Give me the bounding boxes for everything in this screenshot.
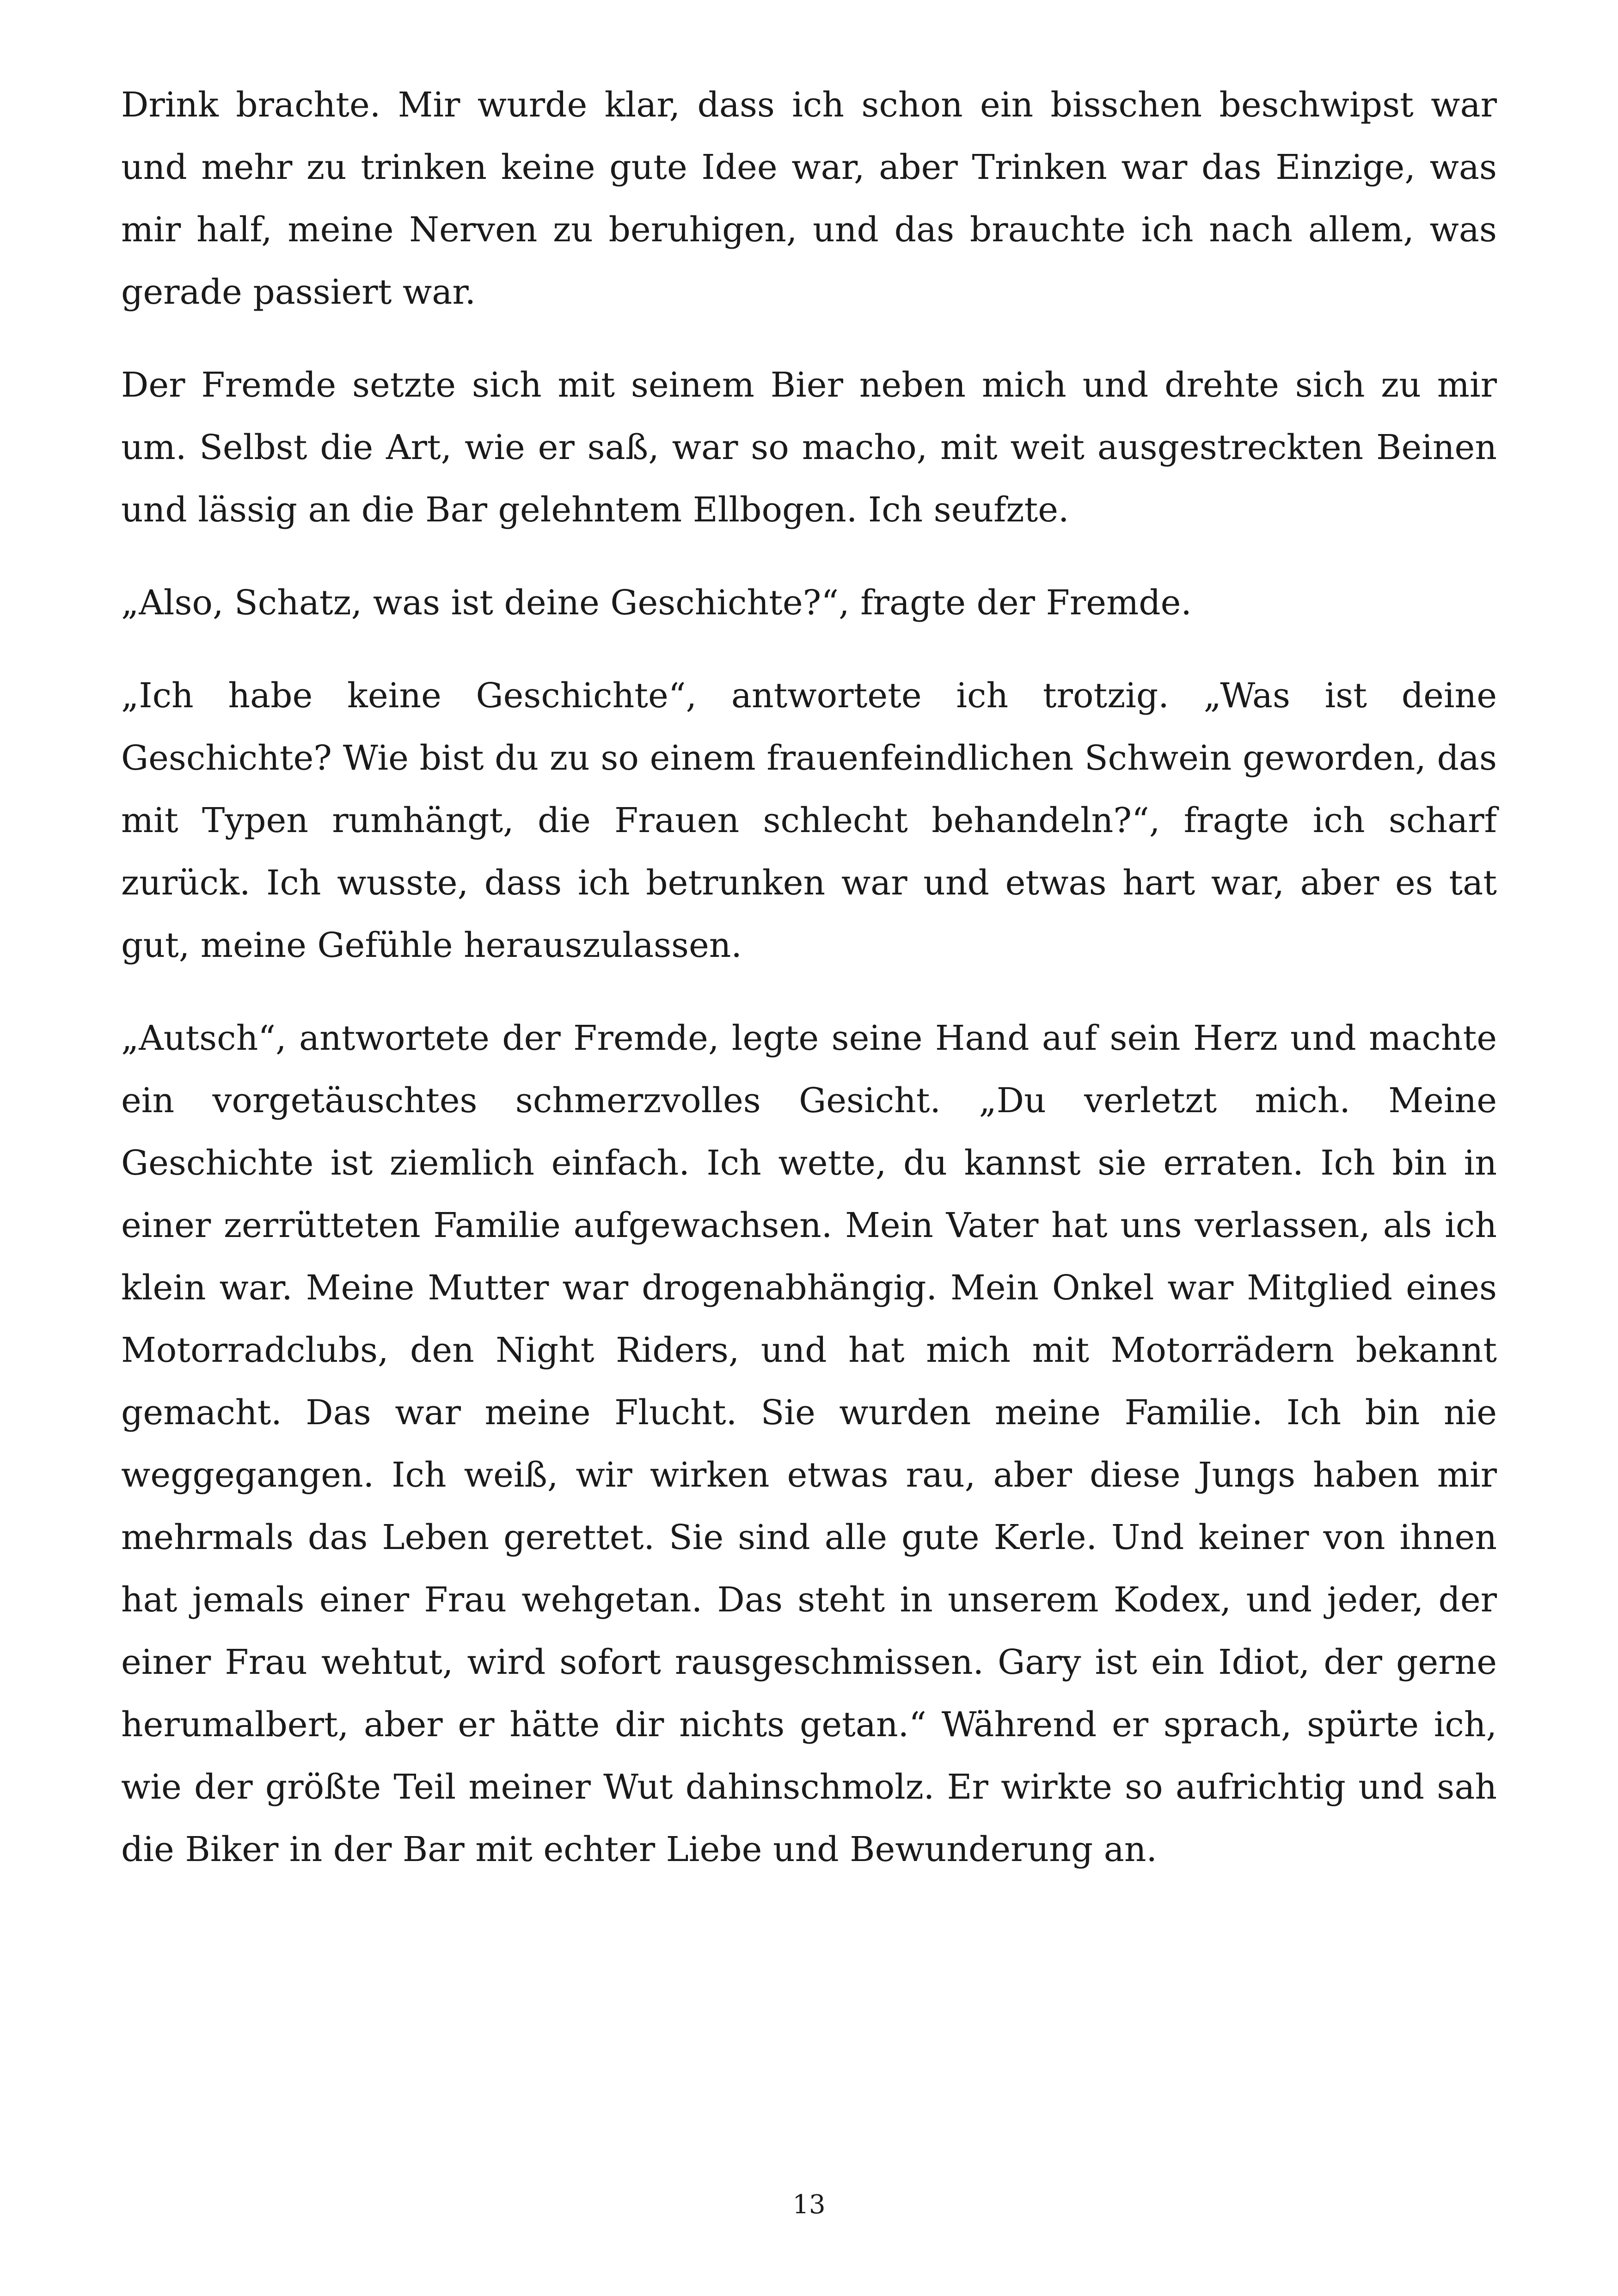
body-text: [121, 74, 1497, 1911]
page-number: 13: [792, 2190, 826, 2220]
paragraph-1: Drink brachte. Mir wurde klar, dass ich schon ein bisschen beschwipst war und mehr zu trinken keine gute Idee war, aber Trinken war das Einzige, was mir half, meine Nerven zu beruhigen, und das brauchte ich nach allem, was gerade passiert war.: [121, 85, 1497, 312]
paragraph-4: „Ich habe keine Geschichte“, antwortete ich trotzig. „Was ist deine Geschichte? Wie bist du zu so einem frauenfeindlichen Schwein geworden, das mit Typen rumhängt, die Frauen schlecht behandeln?“, fragte ich scharf zurück. Ich wusste, dass ich betrunken war und etwas hart war, aber es tat gut, meine Gefühle herauszulassen.: [121, 676, 1497, 965]
paragraph-3: „Also, Schatz, was ist deine Geschichte?“, fragte der Fremde.: [121, 583, 1192, 623]
paragraph-2: Der Fremde setzte sich mit seinem Bier neben mich und drehte sich zu mir um. Selbst die Art, wie er saß, war so macho, mit weit ausgestreckten Beinen und lässig an die Bar gelehntem Ellbogen. Ich seufzte.: [121, 365, 1497, 530]
paragraph-5: „Autsch“, antwortete der Fremde, legte seine Hand auf sein Herz und machte ein vorgetäuschtes schmerzvolles Gesicht. „Du verletzt mich. Meine Geschichte ist ziemlich einfach. Ich wette, du kannst sie erraten. Ich bin in einer zerrütteten Familie aufgewachsen. Mein Vater hat uns verlassen, als ich klein war. Meine Mutter war drogenabhängig. Mein Onkel war Mitglied eines Motorradclubs, den Night Riders, und hat mich mit Motorrädern bekannt gemacht. Das war meine Flucht. Sie wurden meine Familie. Ich bin nie weggegangen. Ich weiß, wir wirken etwas rau, aber diese Jungs haben mir mehrmals das Leben gerettet. Sie sind alle gute Kerle. Und keiner von ihnen hat jemals einer Frau wehgetan. Das steht in unserem Kodex, und jeder, der einer Frau wehtut, wird sofort rausgeschmissen. Gary ist ein Idiot, der gerne herumalbert, aber er hätte dir nichts getan.“ Während er sprach, spürte ich, wie der größte Teil meiner Wut dahinschmolz. Er wirkte so aufrichtig und sah die Biker in der Bar mit echter Liebe und Bewunderung an.: [121, 1018, 1497, 1869]
